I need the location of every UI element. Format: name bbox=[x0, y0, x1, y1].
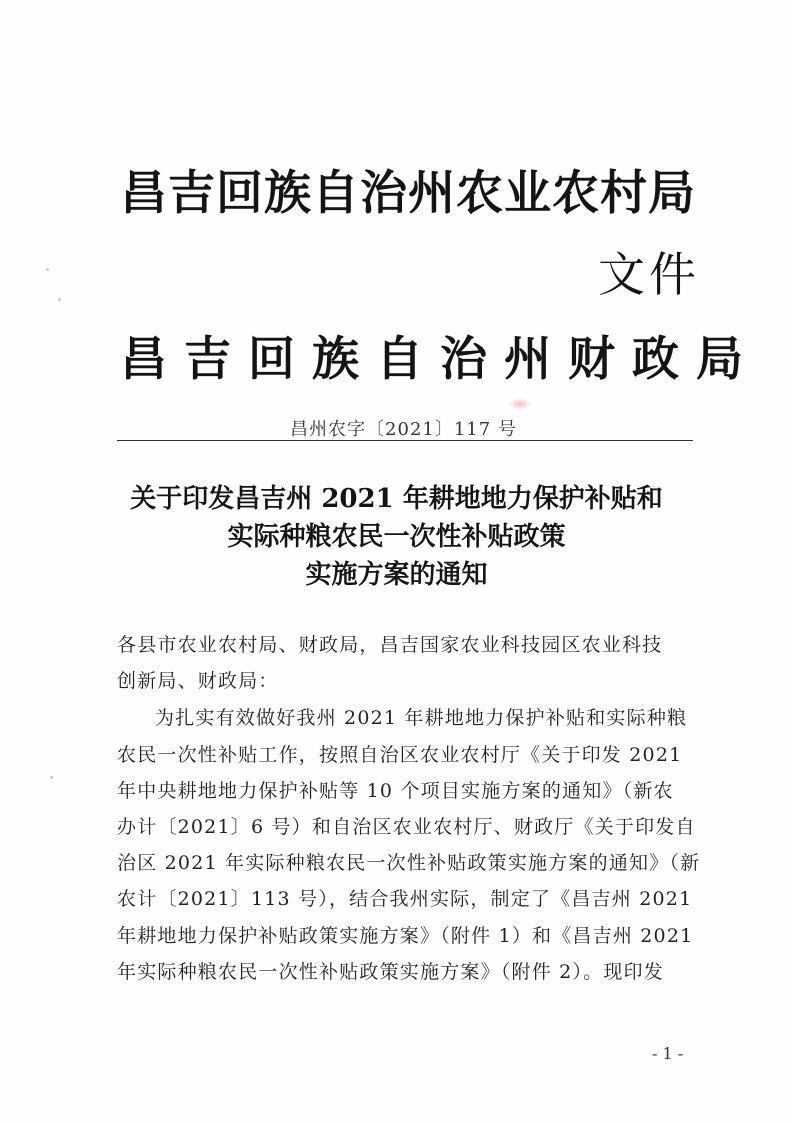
scan-speck bbox=[46, 268, 49, 271]
body-line-addressee-cont: 创新局、财政局： bbox=[117, 670, 279, 692]
body-paragraph-line: 年中央耕地地力保护补贴等 10 个项目实施方案的通知》（新农 bbox=[117, 780, 674, 802]
body-paragraph-line: 农民一次性补贴工作，按照自治区农业农村厅《关于印发 2021 bbox=[117, 744, 683, 766]
body-line-addressee: 各县市农业农村局、财政局，昌吉国家农业科技园区农业科技 bbox=[117, 634, 663, 656]
body-paragraph-line: 治区 2021 年实际种粮农民一次性补贴政策实施方案的通知》（新 bbox=[117, 852, 701, 874]
body-paragraph-line: 农计〔2021〕113 号），结合我州实际，制定了《昌吉州 2021 bbox=[117, 888, 693, 910]
header-divider bbox=[117, 440, 693, 441]
red-ink-mark bbox=[508, 398, 532, 410]
document-title-line-1: 关于印发昌吉州 2021 年耕地地力保护补贴和 bbox=[130, 484, 663, 514]
page-number: - 1 - bbox=[652, 1044, 684, 1063]
body-paragraph-line: 为扎实有效做好我州 2021 年耕地地力保护补贴和实际种粮 bbox=[155, 707, 688, 729]
document-title-line-3: 实施方案的通知 bbox=[305, 560, 488, 590]
document-type-label: 文件 bbox=[598, 248, 700, 303]
body-paragraph-line: 年耕地地力保护补贴政策实施方案》（附件 1）和《昌吉州 2021 bbox=[117, 925, 694, 947]
scan-speck bbox=[50, 776, 53, 779]
issuing-org-finance: 昌吉回族自治州财政局 bbox=[120, 332, 760, 387]
document-title-line-2: 实际种粮农民一次性补贴政策 bbox=[227, 522, 566, 552]
issuing-org-agriculture: 昌吉回族自治州农业农村局 bbox=[120, 166, 696, 221]
body-paragraph-line: 年实际种粮农民一次性补贴政策实施方案》（附件 2）。现印发 bbox=[117, 961, 664, 983]
scan-speck bbox=[58, 298, 61, 301]
body-paragraph-line: 办计〔2021〕6 号）和自治区农业农村厅、财政厅《关于印发自 bbox=[117, 816, 696, 838]
document-number: 昌州农字〔2021〕117 号 bbox=[290, 419, 517, 440]
